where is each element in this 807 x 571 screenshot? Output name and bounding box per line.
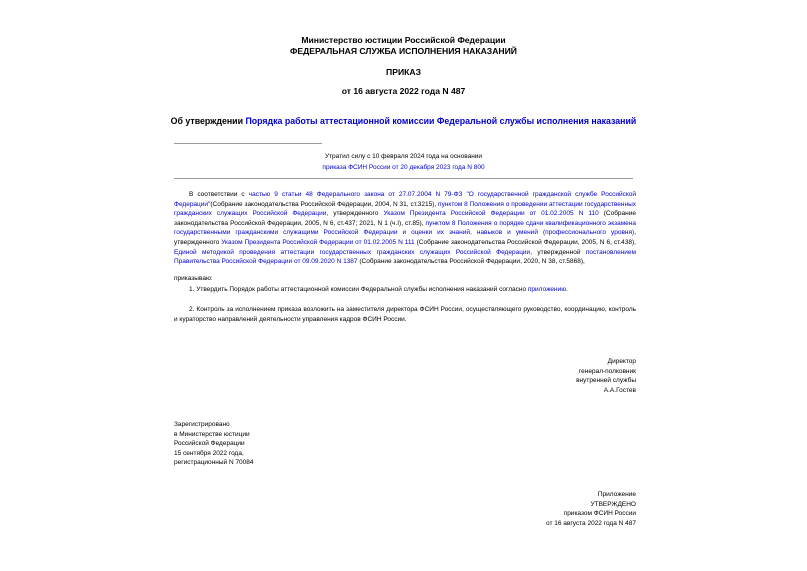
order-item-1-end: .	[566, 286, 568, 293]
order-item-1-text: 1. Утвердить Порядок работы аттестационной комиссии Федеральной службы исполнения наказаний согласно	[189, 286, 528, 293]
appendix-label: Приложение	[597, 491, 636, 498]
preamble-text: (Собрание законодательства Российской Федерации, 2005, N 6, ст.437; 2021, N 1 (ч.I), ст.85),	[174, 210, 636, 227]
status-line: Утратил силу с 10 февраля 2024 года на основании	[324, 153, 483, 160]
preamble-text: , утвержденной	[530, 248, 586, 256]
registration-line: Зарегистрировано	[174, 421, 230, 428]
attestation-regulation-link[interactable]: пунктом 8 Положения о проведении аттестации государственных гражданских служащих Российской Федерации	[174, 200, 636, 218]
registration-line: Российской Федерации	[174, 440, 245, 448]
divider-bottom	[174, 178, 633, 179]
preamble-text: В соответствии с	[189, 191, 249, 198]
government-resolution-link[interactable]: постановлением Правительства Российской Федерации от 09.09.2020 N 1387	[174, 248, 637, 266]
signature-name: А.А.Гостев	[603, 386, 636, 394]
unified-methodology-link[interactable]: Единой методикой проведения аттестации государственных гражданских служащих Российской Федерации	[174, 248, 531, 256]
signature-service: внутренней службы	[576, 377, 636, 385]
appendix-block	[546, 490, 636, 528]
registration-line: в Министерстве юстиции	[174, 430, 250, 438]
preamble-text: , утвержденного	[326, 210, 384, 218]
status-link-line	[0, 163, 807, 173]
decree-110-link[interactable]: Указом Президента Российской Федерации от 01.02.2005 N 110	[383, 210, 599, 218]
divider-top	[174, 143, 322, 144]
registration-number: регистрационный N 70084	[174, 459, 254, 467]
exam-regulation-link[interactable]: пунктом 8 Положения о порядке сдачи квалификационного экзамена государственными гражданскими служащими Российской Федерации и оценки их знаний, навыков и умений (профессионального уровня)	[174, 219, 636, 237]
appendix-order: приказом ФСИН России	[563, 510, 636, 518]
preamble-text: (Собрание законодательства Российской Федерации, 2020, N 38, ст.5868),	[357, 258, 585, 266]
appendix-approved: УТВЕРЖДЕНО	[590, 500, 636, 508]
preamble-paragraph	[174, 190, 636, 267]
registration-date: 15 сентября 2022 года,	[174, 449, 244, 457]
order-item-1	[189, 285, 568, 295]
decree-111-link[interactable]: Указом Президента Российской Федерации от 01.02.2005 N 111	[221, 238, 415, 246]
order-item-2: 2. Контроль за исполнением приказа возложить на заместителя директора ФСИН России, осуществляющего руководство, координацию, контроль и кураторство направлений деятельности управления кадров ФСИН России.	[174, 306, 636, 323]
signature-position: Директор	[607, 358, 636, 365]
signature-rank: генерал-полковник	[578, 367, 636, 375]
signature-block	[576, 357, 636, 395]
appendix-date: от 16 августа 2022 года N 487	[545, 519, 636, 527]
document-type: ПРИКАЗ	[386, 67, 421, 77]
preamble-text: (Собрание законодательства Российской Федерации, 2004, N 31, ст.3215),	[210, 200, 439, 208]
registration-block	[174, 420, 254, 468]
appendix-link[interactable]: приложению	[527, 286, 567, 293]
order-word: приказываю:	[174, 275, 213, 282]
title-link[interactable]: Порядка работы аттестационной комиссии Федеральной службы исполнения наказаний	[245, 116, 637, 126]
preamble-text: , утвержденного	[174, 229, 636, 246]
service-name: ФЕДЕРАЛЬНАЯ СЛУЖБА ИСПОЛНЕНИЯ НАКАЗАНИЙ	[290, 46, 517, 56]
law-79-fz-link[interactable]: частью 9 статьи 48 Федерального закона от 27.07.2004 N 79-ФЗ "О государственной гражданской службе Российской Федерации"	[174, 191, 636, 208]
ministry-name: Министерство юстиции Российской Федерации	[301, 35, 506, 45]
status-link[interactable]: приказа ФСИН России от 20 декабря 2023 года N 800	[322, 164, 485, 171]
document-title	[0, 116, 807, 127]
title-prefix: Об утверждении	[170, 116, 246, 126]
document-date-number: от 16 августа 2022 года N 487	[341, 86, 466, 96]
preamble-text: (Собрание законодательства Российской Федерации, 2005, N 6, ст.438),	[414, 238, 636, 246]
